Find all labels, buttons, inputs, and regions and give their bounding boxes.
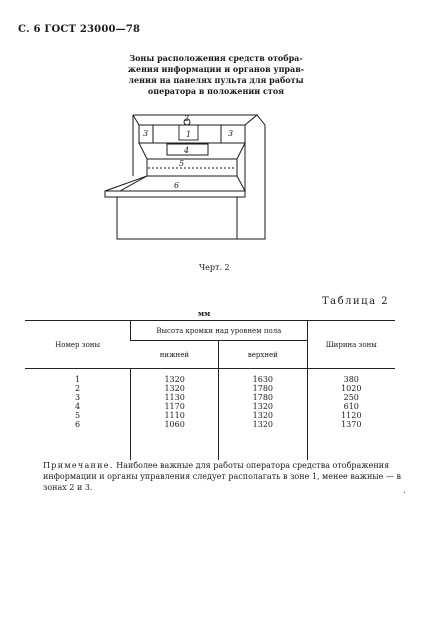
- zones-table: [25, 320, 395, 460]
- zone-label-3-left: 3: [143, 129, 149, 138]
- zone-label-2: 2: [184, 114, 190, 123]
- width-cell: 380: [307, 375, 395, 384]
- header-upper: верхней: [219, 341, 307, 369]
- upper-cell: 1780: [219, 384, 307, 393]
- lower-cell: 1060: [131, 420, 219, 460]
- table-unit: мм: [198, 309, 211, 318]
- table-row: [25, 411, 395, 420]
- table-row: [25, 420, 395, 460]
- header-zone-number: Номер зоны: [25, 321, 131, 369]
- console-drawing: [95, 110, 285, 245]
- upper-cell: 1320: [219, 402, 307, 411]
- lower-cell: 1110: [131, 411, 219, 420]
- figure-caption: Черт. 2: [199, 263, 230, 272]
- zone-label-5: 5: [179, 159, 185, 168]
- note-text: Наиболее важные для работы оператора средства отображения информации и органы управления следует располагать в зоне 1, менее важные — в зонах 2 и 3.: [43, 461, 401, 492]
- table-label: Таблица 2: [322, 296, 390, 307]
- desk-front-edge: [105, 191, 245, 197]
- figure-title-line: ления на панелях пульта для работы: [128, 75, 304, 85]
- console-drawing-svg: [95, 110, 285, 245]
- width-cell: 1370: [307, 420, 395, 460]
- zone-number-cell: 5: [75, 411, 81, 420]
- width-cell: 1020: [307, 384, 395, 393]
- zone-number-cell: 1: [75, 375, 81, 384]
- header-zone-width: Ширина зоны: [307, 321, 395, 369]
- figure-title-line: Зоны расположения средств отобра-: [129, 53, 303, 63]
- scan-speck: [404, 492, 405, 493]
- table-row: [25, 402, 395, 411]
- width-cell: 250: [307, 393, 395, 402]
- zone-label-1: 1: [186, 130, 192, 139]
- width-cell: 1120: [307, 411, 395, 420]
- lower-cell: 1130: [131, 393, 219, 402]
- upper-cell: 1320: [219, 420, 307, 460]
- upper-cell: 1630: [219, 375, 307, 384]
- upper-cell: 1780: [219, 393, 307, 402]
- table-row: [25, 384, 395, 393]
- upper-cell: 1320: [219, 411, 307, 420]
- console-base: [117, 197, 237, 239]
- zone-label-3-right: 3: [228, 129, 234, 138]
- header-lower: нижней: [131, 341, 219, 369]
- note-lead: Примечание.: [43, 461, 114, 470]
- table-note: [43, 460, 401, 493]
- desk-surface: [120, 176, 245, 191]
- middle-panel: [139, 143, 245, 159]
- figure-title-line: жения информации и органов управ-: [127, 64, 305, 74]
- page-header: С. 6 ГОСТ 23000—78: [18, 24, 141, 35]
- lower-cell: 1320: [131, 375, 219, 384]
- table-row: [25, 393, 395, 402]
- figure-title: [110, 53, 322, 97]
- zone-number-cell: 2: [75, 384, 81, 393]
- header-edge-height: Высота кромки над уровнем пола: [131, 321, 307, 341]
- zone-label-4: 4: [184, 146, 190, 155]
- zone-label-6: 6: [174, 181, 180, 190]
- zone-number-cell: 3: [75, 393, 81, 402]
- zone-number-cell: 4: [75, 402, 81, 411]
- table-row: [25, 375, 395, 384]
- desk-side-edge: [105, 176, 147, 191]
- width-cell: 610: [307, 402, 395, 411]
- console-top-edge: [133, 115, 257, 125]
- figure-title-line: оператора в положении стоя: [147, 86, 285, 96]
- zone-number-cell: 6: [75, 420, 81, 429]
- lower-cell: 1170: [131, 402, 219, 411]
- lower-cell: 1320: [131, 384, 219, 393]
